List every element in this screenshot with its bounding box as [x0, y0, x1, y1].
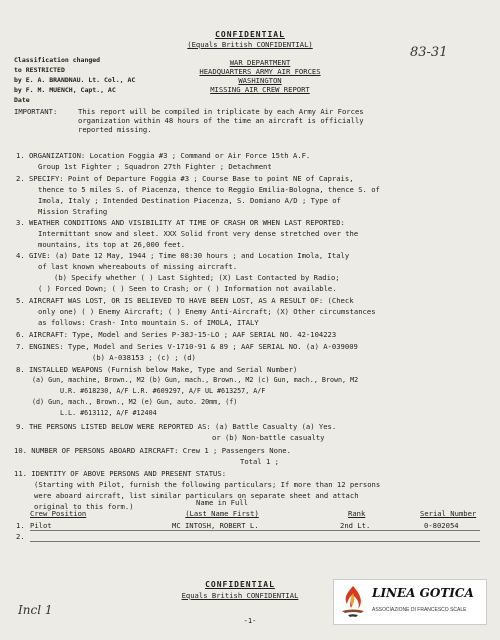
- item-5-circumstances: as follows: Crash- Into mountain S. of IMOLA, ITALY: [38, 318, 259, 327]
- declassification-stamp: [14, 56, 136, 108]
- col-serial: Serial Number: [420, 509, 477, 518]
- confidential-bottom: CONFIDENTIAL: [205, 580, 275, 589]
- item-7-engine-serials: (b) A-038153 ; (c) ; (d): [92, 353, 196, 362]
- item-8-weapons-row-1: (a) Gun, machine, Brown., M2 (b) Gun, mach., Brown., M2 (c) Gun, mach., Brown, M2: [32, 376, 359, 384]
- confidential-top: CONFIDENTIAL: [215, 30, 285, 39]
- item-2-departure: 2. SPECIFY: Point of Departure Foggia #3 ; Course Base to point NE of Caprais,: [16, 174, 354, 183]
- item-11-instructions-1: (Starting with Pilot, furnish the following particulars; If more than 12 persons: [34, 480, 381, 489]
- crew-row-1-num: 1.: [16, 521, 25, 530]
- item-2-mission: Mission Strafing: [38, 207, 108, 216]
- by-line-2: by F. M. MUENCH, Capt., AC: [14, 86, 116, 94]
- linea-gotica-logo: [333, 579, 487, 625]
- important-line-3: reported missing.: [78, 125, 152, 134]
- item-7-engines: 7. ENGINES: Type, Model and Series V-1710-91 & 89 ; AAF SERIAL NO. (a) A-039009: [16, 342, 358, 351]
- item-4-options: ( ) Forced Down; ( ) Seen to Crash; or ( ) Information not available.: [38, 284, 337, 293]
- item-2-course-2: Imola, Italy ; Intended Destination Piacenza, S. Domiano A/D ; Type of: [38, 196, 341, 205]
- item-11-identity: 11. IDENTITY OF ABOVE PERSONS AND PRESENT STATUS:: [14, 469, 227, 478]
- handwritten-incl: Incl 1: [18, 603, 53, 617]
- crew-row-1-name: MC INTOSH, ROBERT L.: [172, 521, 259, 530]
- col-name-2: (Last Name First): [185, 509, 259, 518]
- item-8-weapons-serial-2: L.L. #613112, A/F #12404: [60, 409, 157, 417]
- page-number: -1-: [243, 616, 257, 625]
- item-8-weapons-serial-1: U.R. #618230, A/F L.R. #609297, A/F UL #613257, A/F: [60, 387, 266, 395]
- date-label: Date: [14, 96, 30, 104]
- item-9-casualty: 9. THE PERSONS LISTED BELOW WERE REPORTED AS: (a) Battle Casualty (a) Yes.: [16, 422, 337, 431]
- item-4-whereabouts: of last known whereabouts of missing aircraft.: [38, 262, 238, 271]
- classification-to: to RESTRICTED: [14, 66, 65, 74]
- crew-row-1-rank: 2nd Lt.: [340, 521, 371, 530]
- important-line-1: This report will be compiled in triplicate by each Army Air Forces: [78, 107, 364, 116]
- report-title: MISSING AIR CREW REPORT: [210, 85, 310, 94]
- item-9-non-battle: or (b) Non-battle casualty: [212, 433, 325, 442]
- classification-label: Classification changed: [14, 56, 101, 64]
- item-1-group: Group 1st Fighter ; Squadron 27th Fighter ; Detachment: [38, 162, 272, 171]
- item-2-course-1: thence to 5 miles S. of Piacenza, thence to Reggio Emilia-Bologna, thence S. of: [38, 185, 380, 194]
- item-4-date-time: 4. GIVE: (a) Date 12 May, 1944 ; Time 08:30 hours ; and Location Imola, Italy: [16, 251, 350, 260]
- col-name-1: Name in Full: [196, 498, 248, 507]
- col-rank: Rank: [348, 509, 366, 518]
- item-5-check: only one) ( ) Enemy Aircraft; ( ) Enemy Anti-Aircraft; (X) Other circumstances: [38, 307, 376, 316]
- logo-subtitle: ASSOCIAZIONE DI FRANCESCO SCALE: [372, 607, 467, 613]
- item-11-instructions-2: were aboard aircraft, list similar particulars on separate sheet and attach: [34, 491, 359, 500]
- item-8-weapons-row-2: (d) Gun, mach., Brown., M2 (e) Gun, auto. 20mm, (f): [32, 398, 238, 406]
- crew-row-1-position: Pilot: [30, 521, 52, 530]
- item-10-total: Total 1 ;: [240, 457, 279, 466]
- city: WASHINGTON: [238, 76, 282, 85]
- important-label: IMPORTANT:: [14, 107, 58, 116]
- item-6-aircraft: 6. AIRCRAFT: Type, Model and Series P-38J-15-LO ; AAF SERIAL NO. 42-104223: [16, 330, 337, 339]
- important-line-2: organization within 48 hours of the time an aircraft is officially: [78, 116, 364, 125]
- item-8-weapons: 8. INSTALLED WEAPONS (Furnish below Make, Type and Serial Number): [16, 365, 298, 374]
- item-3-weather-detail-1: Intermittant snow and sleet. XXX Solid front very dense stretched over the: [38, 229, 359, 238]
- headquarters: HEADQUARTERS ARMY AIR FORCES: [199, 67, 321, 76]
- crew-row-2-line: [30, 541, 480, 542]
- item-3-weather-detail-2: mountains, its top at 26,000 feet.: [38, 240, 186, 249]
- item-1-organization: 1. ORGANIZATION: Location Foggia #3 ; Command or Air Force 15th A.F.: [16, 151, 311, 160]
- crew-row-1-line: [30, 530, 480, 531]
- equals-bottom: Equals British CONFIDENTIAL: [181, 591, 299, 600]
- crew-row-2-num: 2.: [16, 532, 25, 541]
- logo-title: LINEA GOTICA: [372, 586, 474, 600]
- item-4-specify: (b) Specify whether ( ) Last Sighted; (X) Last Contacted by Radio;: [54, 273, 340, 282]
- equals-top: (Equals British CONFIDENTIAL): [187, 40, 313, 49]
- by-line-1: by E. A. BRANDNAU. Lt. Col., AC: [14, 76, 136, 84]
- crew-row-1-serial: 0-802054: [424, 521, 459, 530]
- item-11-instructions-3: original to this form.): [34, 502, 134, 511]
- flame-icon: [338, 584, 368, 620]
- item-5-cause: 5. AIRCRAFT WAS LOST, OR IS BELIEVED TO HAVE BEEN LOST, AS A RESULT OF: (Check: [16, 296, 354, 305]
- handwritten-number: 83-31: [410, 45, 448, 60]
- item-10-persons: 10. NUMBER OF PERSONS ABOARD AIRCRAFT: Crew 1 ; Passengers None.: [14, 446, 291, 455]
- col-position: Crew Position: [30, 509, 87, 518]
- war-department: WAR DEPARTMENT: [229, 58, 291, 67]
- item-3-weather: 3. WEATHER CONDITIONS AND VISIBILITY AT TIME OF CRASH OR WHEN LAST REPORTED:: [16, 218, 345, 227]
